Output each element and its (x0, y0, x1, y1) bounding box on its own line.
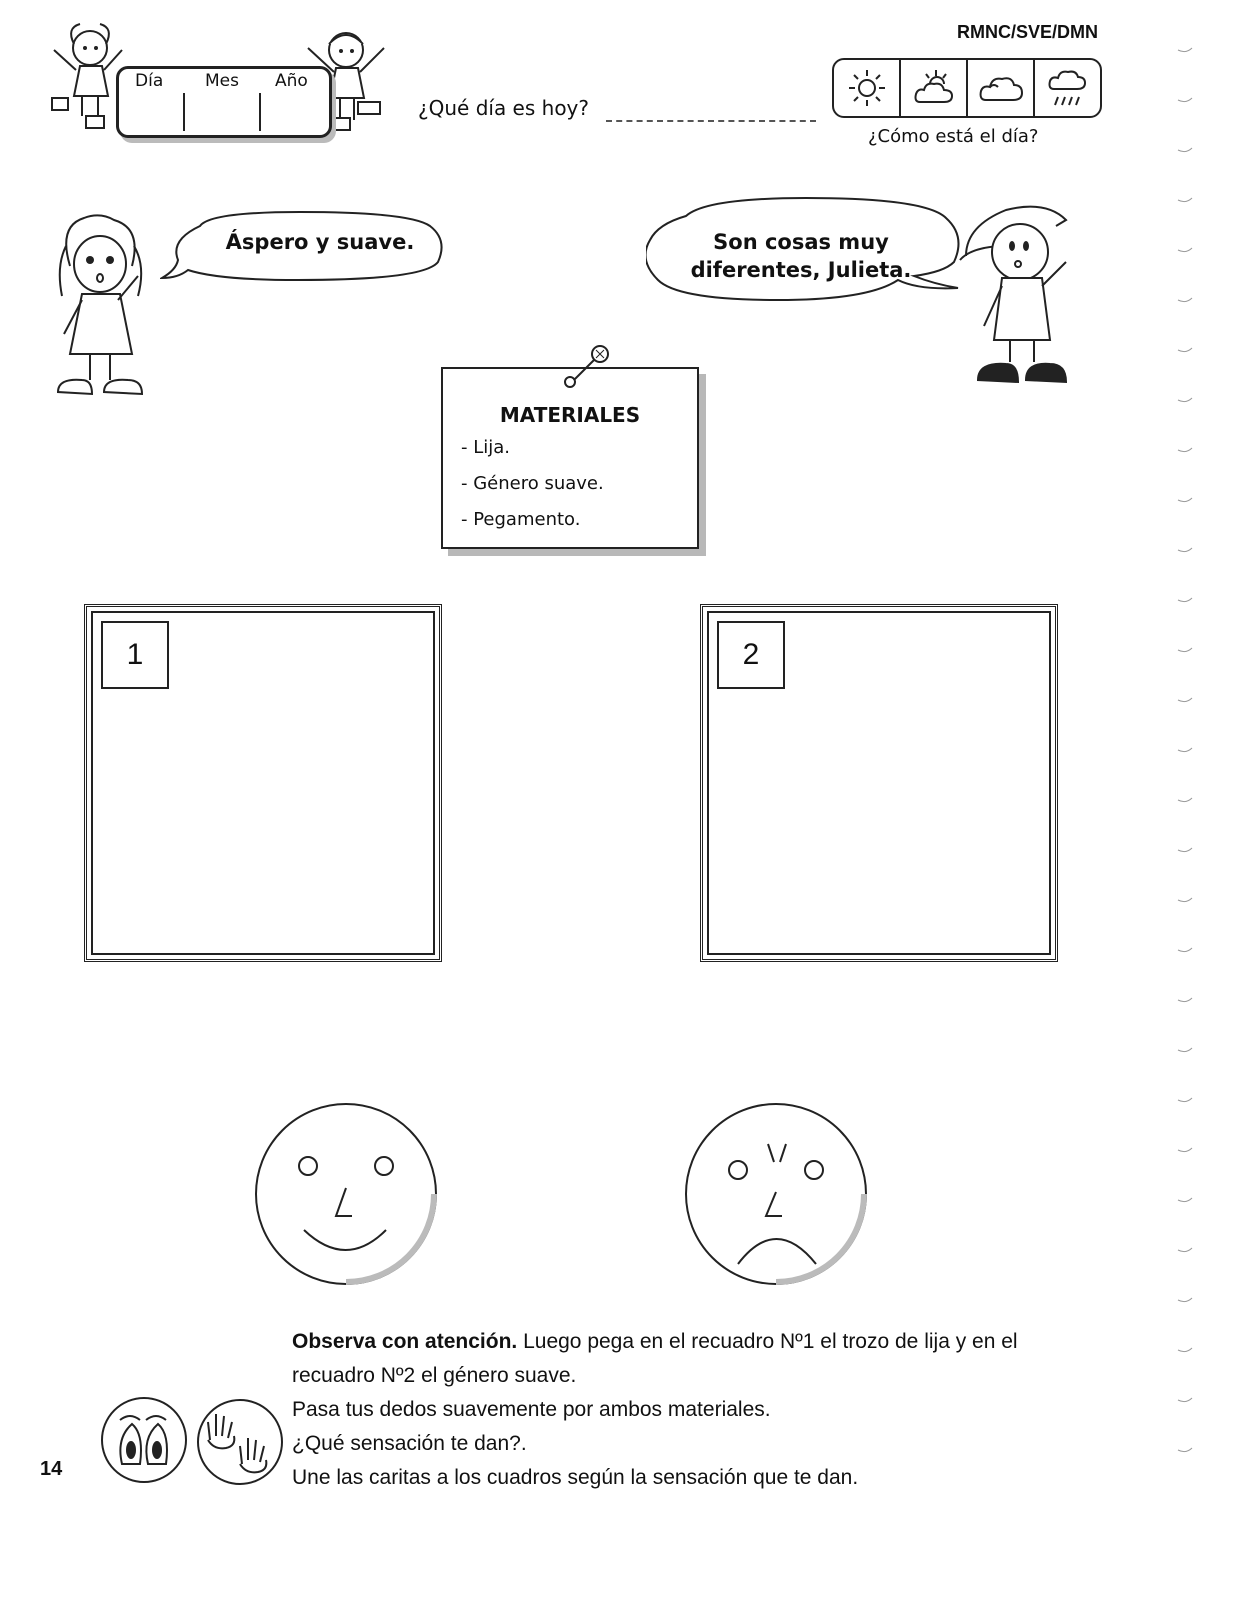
weather-question: ¿Cómo está el día? (868, 126, 1039, 147)
girl-header-illustration (46, 18, 126, 136)
date-divider (259, 93, 261, 131)
sun-cloud-icon[interactable] (901, 60, 968, 116)
year-label: Año (275, 71, 308, 91)
happy-face-icon[interactable] (252, 1100, 448, 1296)
hands-icon (194, 1396, 286, 1488)
instructions-line3: Pasa tus dedos suavemente por ambos materiales. (292, 1398, 771, 1421)
eyes-icon (100, 1396, 190, 1486)
binding-edge-decoration (1168, 40, 1208, 1490)
sad-face-icon[interactable] (682, 1100, 878, 1296)
page-number: 14 (40, 1458, 63, 1480)
materials-item: - Pegamento. (461, 509, 581, 530)
instructions-line2: recuadro Nº2 el género suave. (292, 1364, 577, 1387)
instructions-lead: Observa con atención. (292, 1330, 518, 1353)
paste-box-1[interactable] (84, 604, 442, 962)
rain-icon[interactable] (1035, 60, 1100, 116)
date-question: ¿Qué día es hoy? (418, 96, 590, 120)
date-divider (183, 93, 185, 131)
boy-speech-text-2: diferentes, Julieta. (690, 258, 912, 282)
materials-item: - Género suave. (461, 473, 604, 494)
materials-item: - Lija. (461, 437, 510, 458)
day-label: Día (135, 71, 164, 91)
girl-speech-text: Áspero y suave. (225, 230, 415, 254)
weather-panel (832, 58, 1102, 118)
materials-title: MATERIALES (499, 403, 641, 427)
instructions-line4: ¿Qué sensación te dan?. (292, 1432, 527, 1455)
instructions-line5: Une las caritas a los cuadros según la sensación que te dan. (292, 1466, 859, 1489)
instructions (292, 1325, 1112, 1495)
boy-speech-text-1: Son cosas muy (713, 230, 889, 254)
girl-character-illustration (46, 206, 164, 412)
cloud-icon[interactable] (968, 60, 1035, 116)
document-code: RMNC/SVE/DMN (956, 22, 1098, 42)
date-box (116, 66, 332, 138)
box-number-2: 2 (717, 621, 785, 689)
box-number-1: 1 (101, 621, 169, 689)
date-answer-line[interactable] (606, 120, 816, 122)
pin-icon (556, 342, 616, 392)
paste-box-2[interactable] (700, 604, 1058, 962)
instructions-line1: Luego pega en el recuadro Nº1 el trozo de lija y en el (517, 1330, 1018, 1353)
month-label: Mes (205, 71, 239, 91)
boy-character-illustration (956, 200, 1086, 400)
materials-note (441, 367, 699, 549)
sun-icon[interactable] (834, 60, 901, 116)
